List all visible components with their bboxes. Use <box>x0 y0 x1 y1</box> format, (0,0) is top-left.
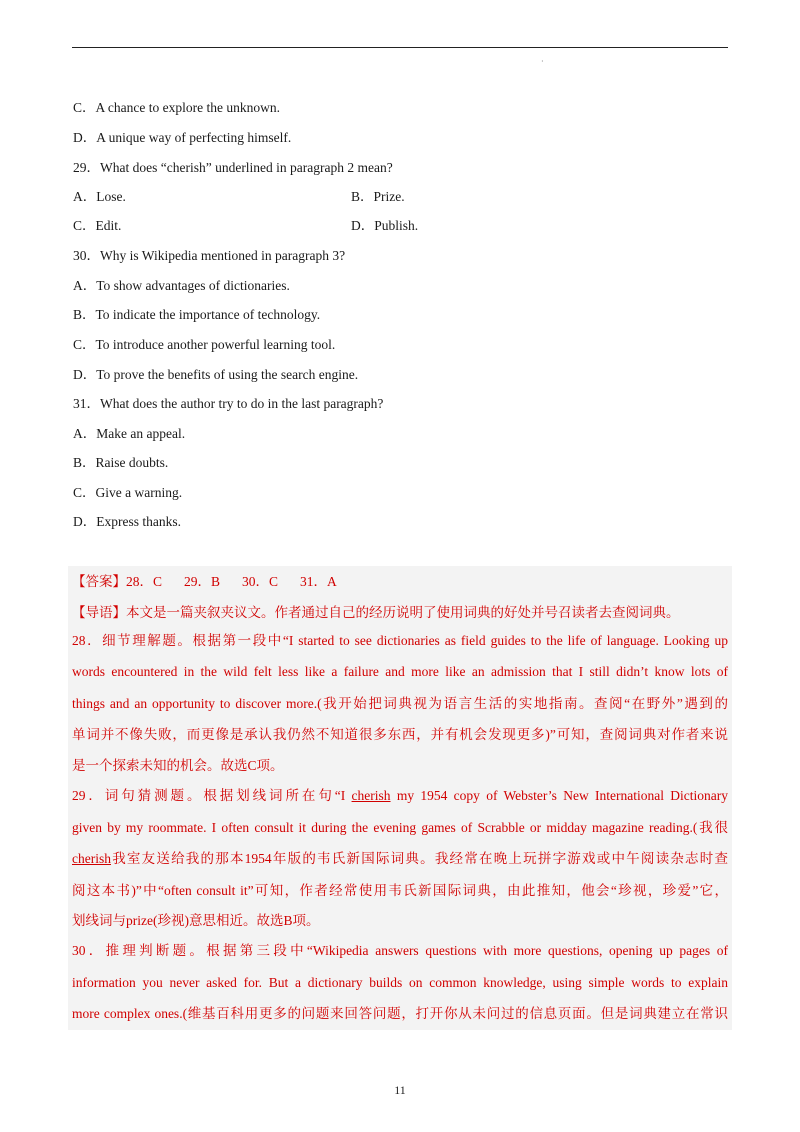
q31-stem: 31．What does the author try to do in the last paragraph? <box>73 396 384 411</box>
explain-29-line5: 划线词与prize(珍视)意思相近。故选B项。 <box>72 913 320 928</box>
guide-text: 【导语】本文是一篇夹叙夹议文。作者通过自己的经历说明了使用词典的好处并号召读者去查阅词典。 <box>72 605 680 620</box>
explain-28-line4: 单词并不像失败，而更像是承认我仍然不知道很多东西，并有机会发现更多)”可知，查阅词典对作者来说 <box>72 727 728 742</box>
underlined-word-cherish-2: cherish <box>72 851 111 866</box>
q30-option-b: B．To indicate the importance of technology. <box>73 307 321 322</box>
q31-option-c: C．Give a warning. <box>73 485 183 500</box>
q29-option-d: D．Publish. <box>351 218 419 233</box>
q29-option-b: B．Prize. <box>351 189 405 204</box>
q29-option-a: A．Lose. <box>73 189 126 204</box>
q28-option-c: C．A chance to explore the unknown. <box>73 100 280 115</box>
explain-28-line3: things and an opportunity to discover more.(我开始把词典视为语言生活的实地指南。查阅“在野外”遇到的 <box>72 696 728 711</box>
answer-28: 28．C <box>126 574 163 589</box>
explain-29-line1-post: my 1954 copy of Webster’s New International Dictionary <box>390 788 728 803</box>
explain-29-line1 <box>72 786 728 805</box>
q31-option-b: B．Raise doubts. <box>73 455 169 470</box>
answer-label: 【答案】 <box>72 574 126 589</box>
header-rule <box>72 47 728 48</box>
explain-28-line1: 28．细节理解题。根据第一段中“I started to see dictionaries as field guides to the life of language. Looking up <box>72 633 728 648</box>
explain-28-line2: words encountered in the wild felt less like a failure and more like an admission that I still didn’t know lots of <box>72 664 728 679</box>
q29-stem: 29．What does “cherish” underlined in paragraph 2 mean? <box>73 160 393 175</box>
answer-30: 30．C <box>242 574 279 589</box>
answer-key-line <box>72 572 728 591</box>
q31-option-d: D．Express thanks. <box>73 514 181 529</box>
explain-29-line1-pre: 29．词句猜测题。根据划线词所在句“I <box>72 788 352 803</box>
underlined-word-cherish: cherish <box>351 788 391 803</box>
q30-option-c: C．To introduce another powerful learning tool. <box>73 337 336 352</box>
explain-30-line1: 30．推理判断题。根据第三段中“Wikipedia answers questions with more questions, opening up pages of <box>72 943 728 958</box>
q31-option-a: A．Make an appeal. <box>73 426 186 441</box>
q28-option-d: D．A unique way of perfecting himself. <box>73 130 292 145</box>
explain-30-line2: information you never asked for. But a dictionary builds on common knowledge, using simple words to explain <box>72 975 728 990</box>
q30-option-a: A．To show advantages of dictionaries. <box>73 278 290 293</box>
q29-option-c: C．Edit. <box>73 218 122 233</box>
explain-28-line5: 是一个探索未知的机会。故选C项。 <box>72 758 284 773</box>
answer-29: 29．B <box>184 574 221 589</box>
explain-29-line3-post: 我室友送给我的那本1954年版的韦氏新国际词典。我经常在晚上玩拼字游戏或中午阅读杂志时查 <box>110 851 728 866</box>
explain-29-line2: given by my roommate. I often consult it during the evening games of Scrabble or midday magazine reading.(我很 <box>72 820 728 835</box>
q30-option-d: D．To prove the benefits of using the search engine. <box>73 367 359 382</box>
header-mark: · <box>541 57 544 66</box>
page-number: 11 <box>394 1083 406 1097</box>
answer-31: 31．A <box>300 574 337 589</box>
explain-29-line3 <box>72 849 728 868</box>
explain-29-line4: 阅这本书)”中“often consult it”可知，作者经常使用韦氏新国际词典，由此推知，他会“珍视，珍爱”它， <box>72 883 728 898</box>
explain-30-line3: more complex ones.(维基百科用更多的问题来回答问题，打开你从未问过的信息页面。但是词典建立在常识 <box>72 1006 728 1021</box>
q30-stem: 30．Why is Wikipedia mentioned in paragraph 3? <box>73 248 346 263</box>
